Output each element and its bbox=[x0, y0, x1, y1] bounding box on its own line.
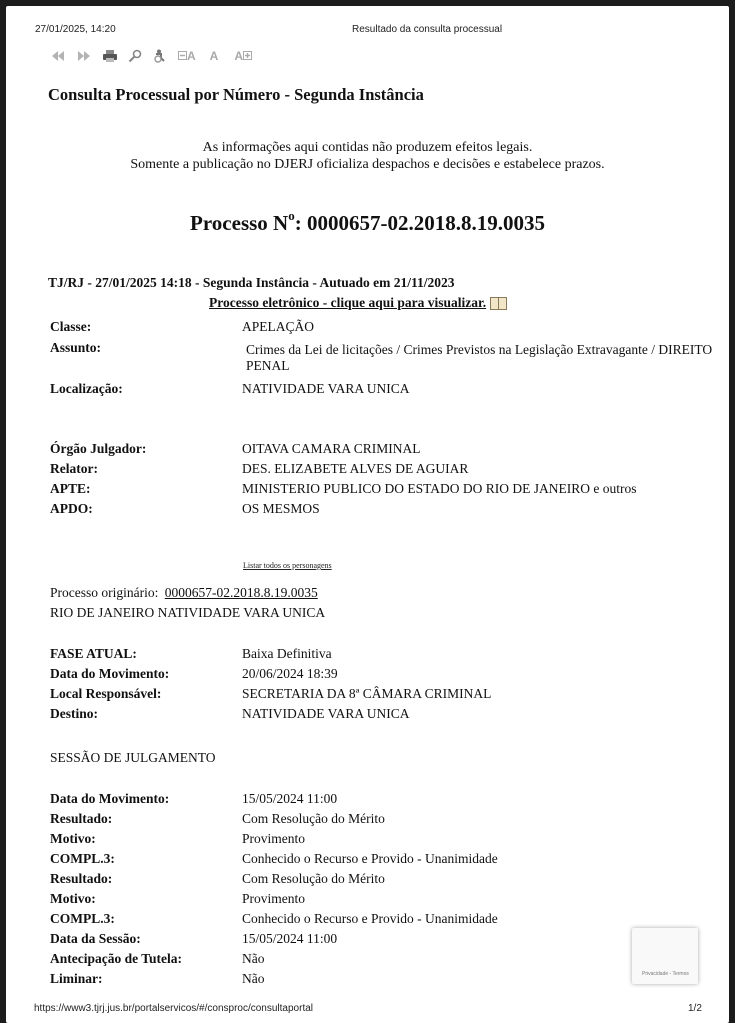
process-title-prefix: Processo N bbox=[190, 211, 289, 235]
apte-value: MINISTERIO PUBLICO DO ESTADO DO RIO DE JANEIRO e outros bbox=[242, 481, 637, 496]
notice-line-2: Somente a publicação no DJERJ oficializa despachos e decisões e estabelece prazos. bbox=[130, 157, 605, 172]
session-row-label: COMPL.3: bbox=[50, 851, 115, 866]
print-icon[interactable] bbox=[102, 47, 118, 65]
print-page bbox=[6, 6, 729, 1023]
notice-line-1: As informações aqui contidas não produzem efeitos legais. bbox=[202, 140, 533, 155]
session-row-value: 15/05/2024 11:00 bbox=[242, 791, 338, 806]
toolbar bbox=[50, 46, 252, 66]
search-icon[interactable] bbox=[128, 47, 142, 65]
assunto-value: Crimes da Lei de licitações / Crimes Previstos na Legislação Extravagante / DIREITO PENAL bbox=[246, 342, 713, 373]
localizacao-value: NATIVIDADE VARA UNICA bbox=[242, 381, 410, 396]
print-footer-url: https://www3.tjrj.jus.br/portalservicos/#/consproc/consultaportal bbox=[34, 1003, 314, 1014]
session-row-label: Data do Movimento: bbox=[50, 791, 170, 806]
print-page-title: Resultado da consulta processual bbox=[352, 24, 503, 35]
origin-process-link[interactable]: 0000657-02.2018.8.19.0035 bbox=[164, 585, 318, 600]
decrease-font-label: A bbox=[187, 49, 196, 63]
last-page-icon[interactable] bbox=[76, 47, 92, 65]
normal-font-icon[interactable] bbox=[210, 47, 219, 65]
session-row-label: Liminar: bbox=[50, 971, 103, 986]
assunto-label: Assunto: bbox=[50, 340, 102, 355]
session-row-value: Conhecido o Recurso e Provido - Unanimidade bbox=[242, 851, 498, 866]
relator-label: Relator: bbox=[50, 461, 98, 476]
apte-label: APTE: bbox=[50, 481, 91, 496]
increase-font-label: A bbox=[234, 49, 244, 63]
session-row-label: Resultado: bbox=[50, 811, 113, 826]
print-footer-page: 1/2 bbox=[688, 1003, 702, 1014]
fase-value: Baixa Definitiva bbox=[242, 646, 332, 661]
increase-font-icon[interactable] bbox=[234, 47, 252, 65]
process-summary: TJ/RJ - 27/01/2025 14:18 - Segunda Instância - Autuado em 21/11/2023 bbox=[48, 275, 455, 290]
local-responsavel-value: SECRETARIA DA 8ª CÂMARA CRIMINAL bbox=[242, 686, 492, 701]
session-row-value: Provimento bbox=[242, 891, 305, 906]
apdo-value: OS MESMOS bbox=[242, 501, 320, 516]
session-row-value: 15/05/2024 11:00 bbox=[242, 931, 338, 946]
apdo-label: APDO: bbox=[50, 501, 93, 516]
session-row-value: Não bbox=[242, 951, 265, 966]
classe-label: Classe: bbox=[50, 319, 92, 334]
session-row-label: COMPL.3: bbox=[50, 911, 115, 926]
print-datetime: 27/01/2025, 14:20 bbox=[35, 24, 116, 35]
normal-font-label: A bbox=[209, 49, 219, 63]
session-row-value: Conhecido o Recurso e Provido - Unanimidade bbox=[242, 911, 498, 926]
electronic-process-link[interactable] bbox=[209, 295, 507, 311]
session-row-value: Com Resolução do Mérito bbox=[242, 871, 385, 886]
accessibility-icon[interactable] bbox=[152, 47, 168, 65]
origin-court: RIO DE JANEIRO NATIVIDADE VARA UNICA bbox=[50, 605, 326, 620]
classe-value: APELAÇÃO bbox=[242, 319, 315, 334]
session-row-label: Motivo: bbox=[50, 831, 96, 846]
session-row-value: Com Resolução do Mérito bbox=[242, 811, 385, 826]
session-row-value: Provimento bbox=[242, 831, 305, 846]
local-responsavel-label: Local Responsável: bbox=[50, 686, 162, 701]
recaptcha-text: Privacidade - Termos bbox=[642, 971, 689, 977]
session-heading: SESSÃO DE JULGAMENTO bbox=[50, 750, 216, 765]
destino-value: NATIVIDADE VARA UNICA bbox=[242, 706, 410, 721]
session-row-label: Data da Sessão: bbox=[50, 931, 141, 946]
process-number: : 0000657-02.2018.8.19.0035 bbox=[294, 211, 545, 235]
session-row-label: Motivo: bbox=[50, 891, 96, 906]
page-title: Consulta Processual por Número - Segunda Instância bbox=[48, 85, 424, 104]
localizacao-label: Localização: bbox=[50, 381, 123, 396]
list-personagens-link[interactable]: Listar todos os personagens bbox=[243, 561, 332, 570]
session-row-label: Resultado: bbox=[50, 871, 113, 886]
relator-value: DES. ELIZABETE ALVES DE AGUIAR bbox=[242, 461, 469, 476]
first-page-icon[interactable] bbox=[50, 47, 66, 65]
process-title bbox=[6, 210, 729, 236]
destino-label: Destino: bbox=[50, 706, 98, 721]
session-row-value: Não bbox=[242, 971, 265, 986]
session-row-label: Antecipação de Tutela: bbox=[50, 951, 183, 966]
process-title-sup: o bbox=[288, 208, 295, 223]
electronic-process-link-text: Processo eletrônico - clique aqui para visualizar. bbox=[209, 295, 487, 310]
decrease-font-icon[interactable] bbox=[178, 47, 196, 65]
data-movimento-label: Data do Movimento: bbox=[50, 666, 170, 681]
origin-line bbox=[50, 585, 318, 601]
data-movimento-value: 20/06/2024 18:39 bbox=[242, 666, 338, 681]
recaptcha-badge[interactable] bbox=[632, 928, 698, 984]
book-icon bbox=[490, 297, 507, 310]
fase-label: FASE ATUAL: bbox=[50, 646, 137, 661]
orgao-julgador-value: OITAVA CAMARA CRIMINAL bbox=[242, 441, 421, 456]
orgao-julgador-label: Órgão Julgador: bbox=[50, 441, 147, 456]
origin-label: Processo originário: bbox=[50, 585, 159, 600]
